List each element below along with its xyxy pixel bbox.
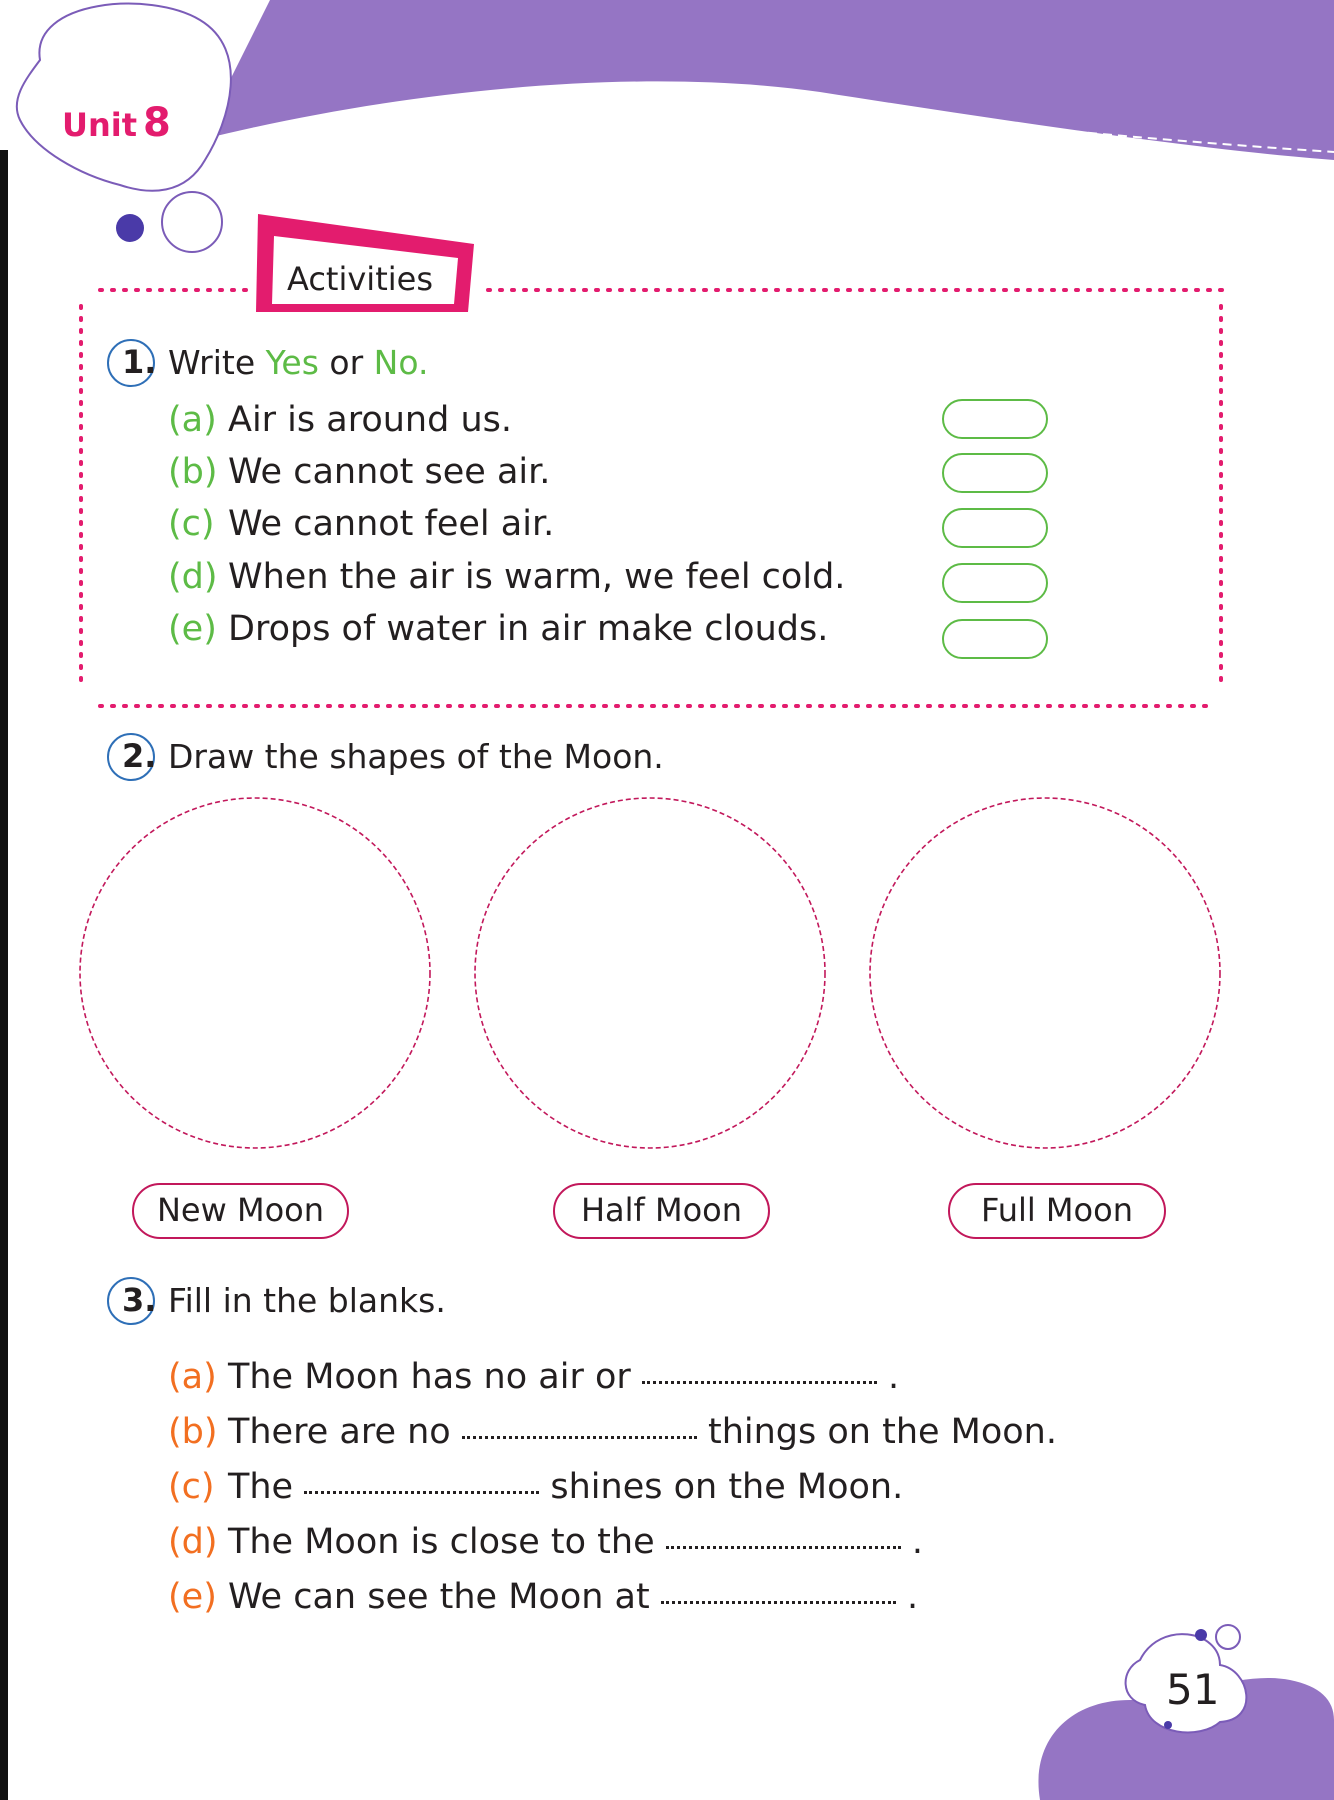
q1-item [168, 452, 550, 492]
blank-line[interactable] [661, 1600, 896, 1604]
q3-item-before: We can see the Moon at [228, 1577, 650, 1617]
q1-item-letter: (a) [168, 400, 217, 440]
unit-label [62, 100, 171, 146]
q1-item-letter: (d) [168, 557, 218, 597]
q3-item-after: things on the Moon. [707, 1412, 1057, 1452]
or-word: or [329, 343, 364, 382]
moon-label-half: Half Moon [553, 1183, 770, 1239]
q3-item-before: There are no [228, 1412, 451, 1452]
q1-item [168, 557, 845, 597]
moon-circle-1 [80, 798, 430, 1148]
question-1-number: 1. [122, 343, 157, 381]
q3-item-before: The Moon has no air or [228, 1357, 631, 1397]
unit-number: 8 [143, 100, 171, 146]
header-banner [200, 0, 1334, 160]
q3-item-letter: (b) [168, 1412, 218, 1452]
q3-item [168, 1412, 1057, 1452]
q3-item-letter: (c) [168, 1467, 215, 1507]
answer-box-b[interactable] [942, 453, 1048, 493]
q1-item-text: Air is around us. [228, 400, 512, 440]
q1-item-text: When the air is warm, we feel cold. [228, 557, 846, 597]
q3-item-after: shines on the Moon. [550, 1467, 904, 1507]
question-2-prompt: Draw the shapes of the Moon. [168, 737, 664, 776]
answer-box-c[interactable] [942, 508, 1048, 548]
q1-item-letter: (c) [168, 504, 215, 544]
q1-item-letter: (b) [168, 452, 218, 492]
q3-item-before: The [228, 1467, 294, 1507]
q3-item [168, 1522, 923, 1562]
moon-label-full: Full Moon [948, 1183, 1166, 1239]
question-3-prompt: Fill in the blanks. [168, 1281, 446, 1320]
answer-box-e[interactable] [942, 619, 1048, 659]
blank-line[interactable] [642, 1380, 877, 1384]
answer-box-a[interactable] [942, 399, 1048, 439]
blank-line[interactable] [304, 1490, 539, 1494]
activities-title: Activities [287, 260, 433, 298]
q1-item-letter: (e) [168, 609, 217, 649]
q1-item [168, 400, 512, 440]
blank-line[interactable] [462, 1435, 697, 1439]
yes-word: Yes [265, 343, 319, 382]
q3-item-letter: (a) [168, 1357, 217, 1397]
q1-item-text: We cannot see air. [228, 452, 551, 492]
blank-line[interactable] [666, 1545, 901, 1549]
q3-item-letter: (e) [168, 1577, 217, 1617]
q1-item [168, 504, 554, 544]
answer-box-d[interactable] [942, 563, 1048, 603]
question-1-prompt [168, 343, 428, 382]
activities-tab [253, 212, 481, 312]
moon-circle-3 [870, 798, 1220, 1148]
page-number: 51 [1166, 1665, 1220, 1714]
q1-item-text: Drops of water in air make clouds. [228, 609, 829, 649]
q3-item [168, 1357, 899, 1397]
no-word: No. [373, 343, 429, 382]
q3-item-letter: (d) [168, 1522, 218, 1562]
moon-label-new: New Moon [132, 1183, 349, 1239]
q3-item [168, 1577, 918, 1617]
q1-item [168, 609, 828, 649]
q3-item-after: . [907, 1577, 919, 1617]
unit-word: Unit [62, 106, 138, 144]
question-1-prefix: Write [168, 343, 256, 382]
question-3-number: 3. [122, 1281, 157, 1319]
moon-circle-2 [475, 798, 825, 1148]
left-edge-strip [0, 150, 8, 1800]
blob-small-circle [162, 192, 222, 252]
question-2-number: 2. [122, 737, 157, 775]
unit-blob [17, 4, 231, 191]
q3-item-after: . [888, 1357, 900, 1397]
q3-item-after: . [911, 1522, 924, 1562]
q1-item-text: We cannot feel air. [228, 504, 555, 544]
q3-item [168, 1467, 903, 1507]
blob-dot [116, 214, 144, 242]
q3-item-before: The Moon is close to the [228, 1522, 655, 1562]
